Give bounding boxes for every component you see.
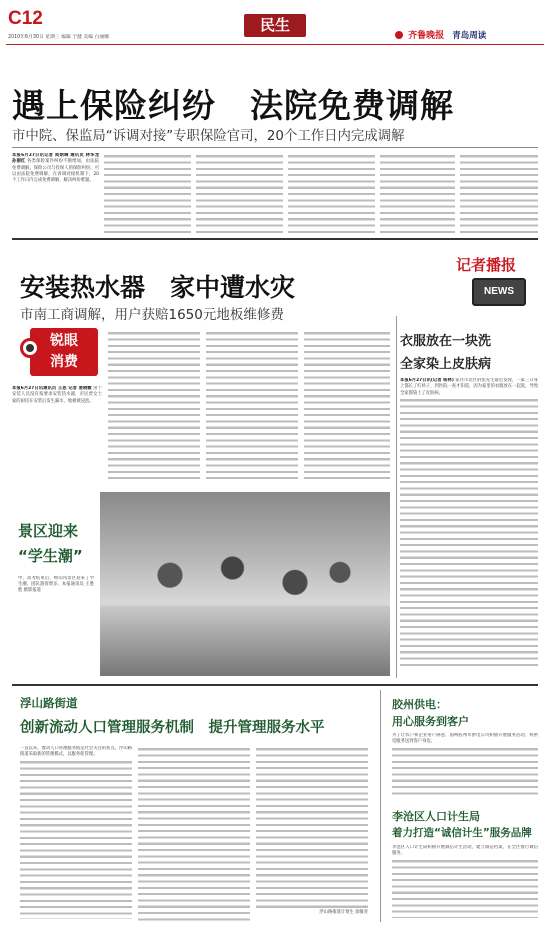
lead-sub-rule [12, 147, 538, 148]
photo-caption-box [18, 492, 98, 676]
story2-col-1 [12, 386, 102, 482]
brand-mark-icon [395, 31, 403, 39]
brand-logo [395, 24, 486, 43]
story3-kicker: 浮山路街道 [20, 696, 78, 710]
reporter-banner-title: 记者播报 [456, 256, 517, 274]
reporter-col [400, 378, 538, 674]
reporter-byline: 本报6月27日讯(记者 杨林) [400, 378, 454, 383]
news-tv-icon [472, 278, 526, 306]
story2-headline: 安装热水器 家中遭水灾 [20, 273, 296, 302]
side2-headline-2: 着力打造“诚信计生”服务品牌 [392, 827, 532, 839]
reporter-headline-1: 衣服放在一块洗 [400, 334, 492, 349]
lead-col-2 [104, 153, 191, 233]
badge-line-2: 消费 [50, 354, 78, 370]
side1-body [392, 733, 538, 799]
bottom-divider [380, 690, 381, 922]
reporter-banner [452, 252, 540, 310]
lead-col-6 [460, 153, 538, 233]
consumer-badge [30, 328, 98, 376]
news-photo [100, 492, 390, 676]
story2-col-3 [206, 330, 298, 482]
story3-col-3 [256, 746, 368, 922]
section-label: 民生 [259, 16, 290, 34]
side1-intro: 为了让农户和企业用户满意，国网胶州市供电公司积极开展服务活动，将供电服务送到客户身边。 [392, 733, 538, 745]
lead-intro: 各类保险案件纠纷不断增加，由法院免费调解；保险公司与投保人的保险纠纷，可以由法院免费调解，在诉调对接机制下，20个工作日内完成免费调解，解决纠纷难题。 [12, 159, 99, 184]
story3-col-2 [138, 746, 250, 922]
lead-col-4 [288, 153, 375, 233]
mid-bottom-rule [12, 684, 538, 686]
masthead-rule [6, 44, 544, 45]
lead-subhead: 市中院、保监局“诉调对接”专职保险官司，20个工作日内完成调解 [12, 129, 405, 144]
side2-headline-1: 李沧区人口计生局 [392, 810, 480, 823]
story2-subhead: 市南工商调解，用户获赔1650元地板维修费 [20, 307, 284, 323]
story3-footer: 浮山路街道计划生 徐敏青 [319, 910, 368, 915]
masthead [0, 0, 550, 48]
reporter-divider [396, 316, 397, 678]
lead-col-3 [196, 153, 283, 233]
story2-col-4 [304, 330, 390, 482]
story2-intro: 由于安装人员没有按要求安装热水器，市民贾女士家的厨房在安装后发生漏水，地板被浸泡。 [12, 386, 102, 404]
section-tab [244, 14, 306, 37]
story2-byline: 本报6月27日讯通讯员 王思 记者 姜晓敏 [12, 386, 92, 391]
reporter-headline-2: 全家染上皮肤病 [400, 357, 492, 372]
photo-caption-title-1: 景区迎来 [18, 522, 79, 540]
lead-bottom-rule [12, 238, 538, 240]
story3-headline: 创新流动人口管理服务机制 提升管理服务水平 [20, 720, 325, 736]
photo-caption-text: 中、高考结束后，崂山风景区迎来了学生潮，团队游客增多。本报通讯员 王胜胜 摄影报道 [18, 576, 94, 594]
page-number: C12 [8, 8, 43, 29]
lead-col-1 [12, 153, 99, 233]
story3-intro: 一直以来，流动人口管理服务既是社会关注的焦点，浮山路街道采取新的管理模式，以服务促管理。 [20, 746, 132, 758]
story3-col-1 [20, 746, 132, 922]
photo-caption-title-2: “学生潮” [18, 547, 83, 565]
eye-icon [20, 338, 40, 358]
story2-col-2 [108, 330, 200, 482]
badge-line-1: 锐眼 [50, 333, 78, 349]
date-line: 2010年6月30日 星期三 编辑 于健 美编 白丽娜 [8, 35, 109, 40]
brand-name: 齐鲁晚报 [408, 31, 445, 41]
lead-byline: 本报6月27日讯记者 周炳琳 通讯员 林华龙 孙丽红 [12, 153, 99, 165]
news-tv-label: NEWS [484, 286, 514, 297]
side1-headline-2: 用心服务到客户 [392, 715, 469, 728]
side2-body [392, 845, 538, 923]
edition-name: 青岛周读 [452, 30, 487, 41]
reporter-intro: 家住市北区的张先生最近发现，一家三口身上都长了红疹子，到医院一查才知道，因为家里的衣服放在一起洗，导致全家都染上了皮肤病。 [400, 378, 538, 396]
side2-intro: 李沧区人口计生局积极开展诚信计生活动，建立诚信档案，在全区推行诚信服务。 [392, 845, 538, 857]
lead-headline: 遇上保险纠纷 法院免费调解 [12, 86, 454, 125]
lead-col-5 [380, 153, 455, 233]
side1-headline-1: 胶州供电： [392, 698, 447, 711]
